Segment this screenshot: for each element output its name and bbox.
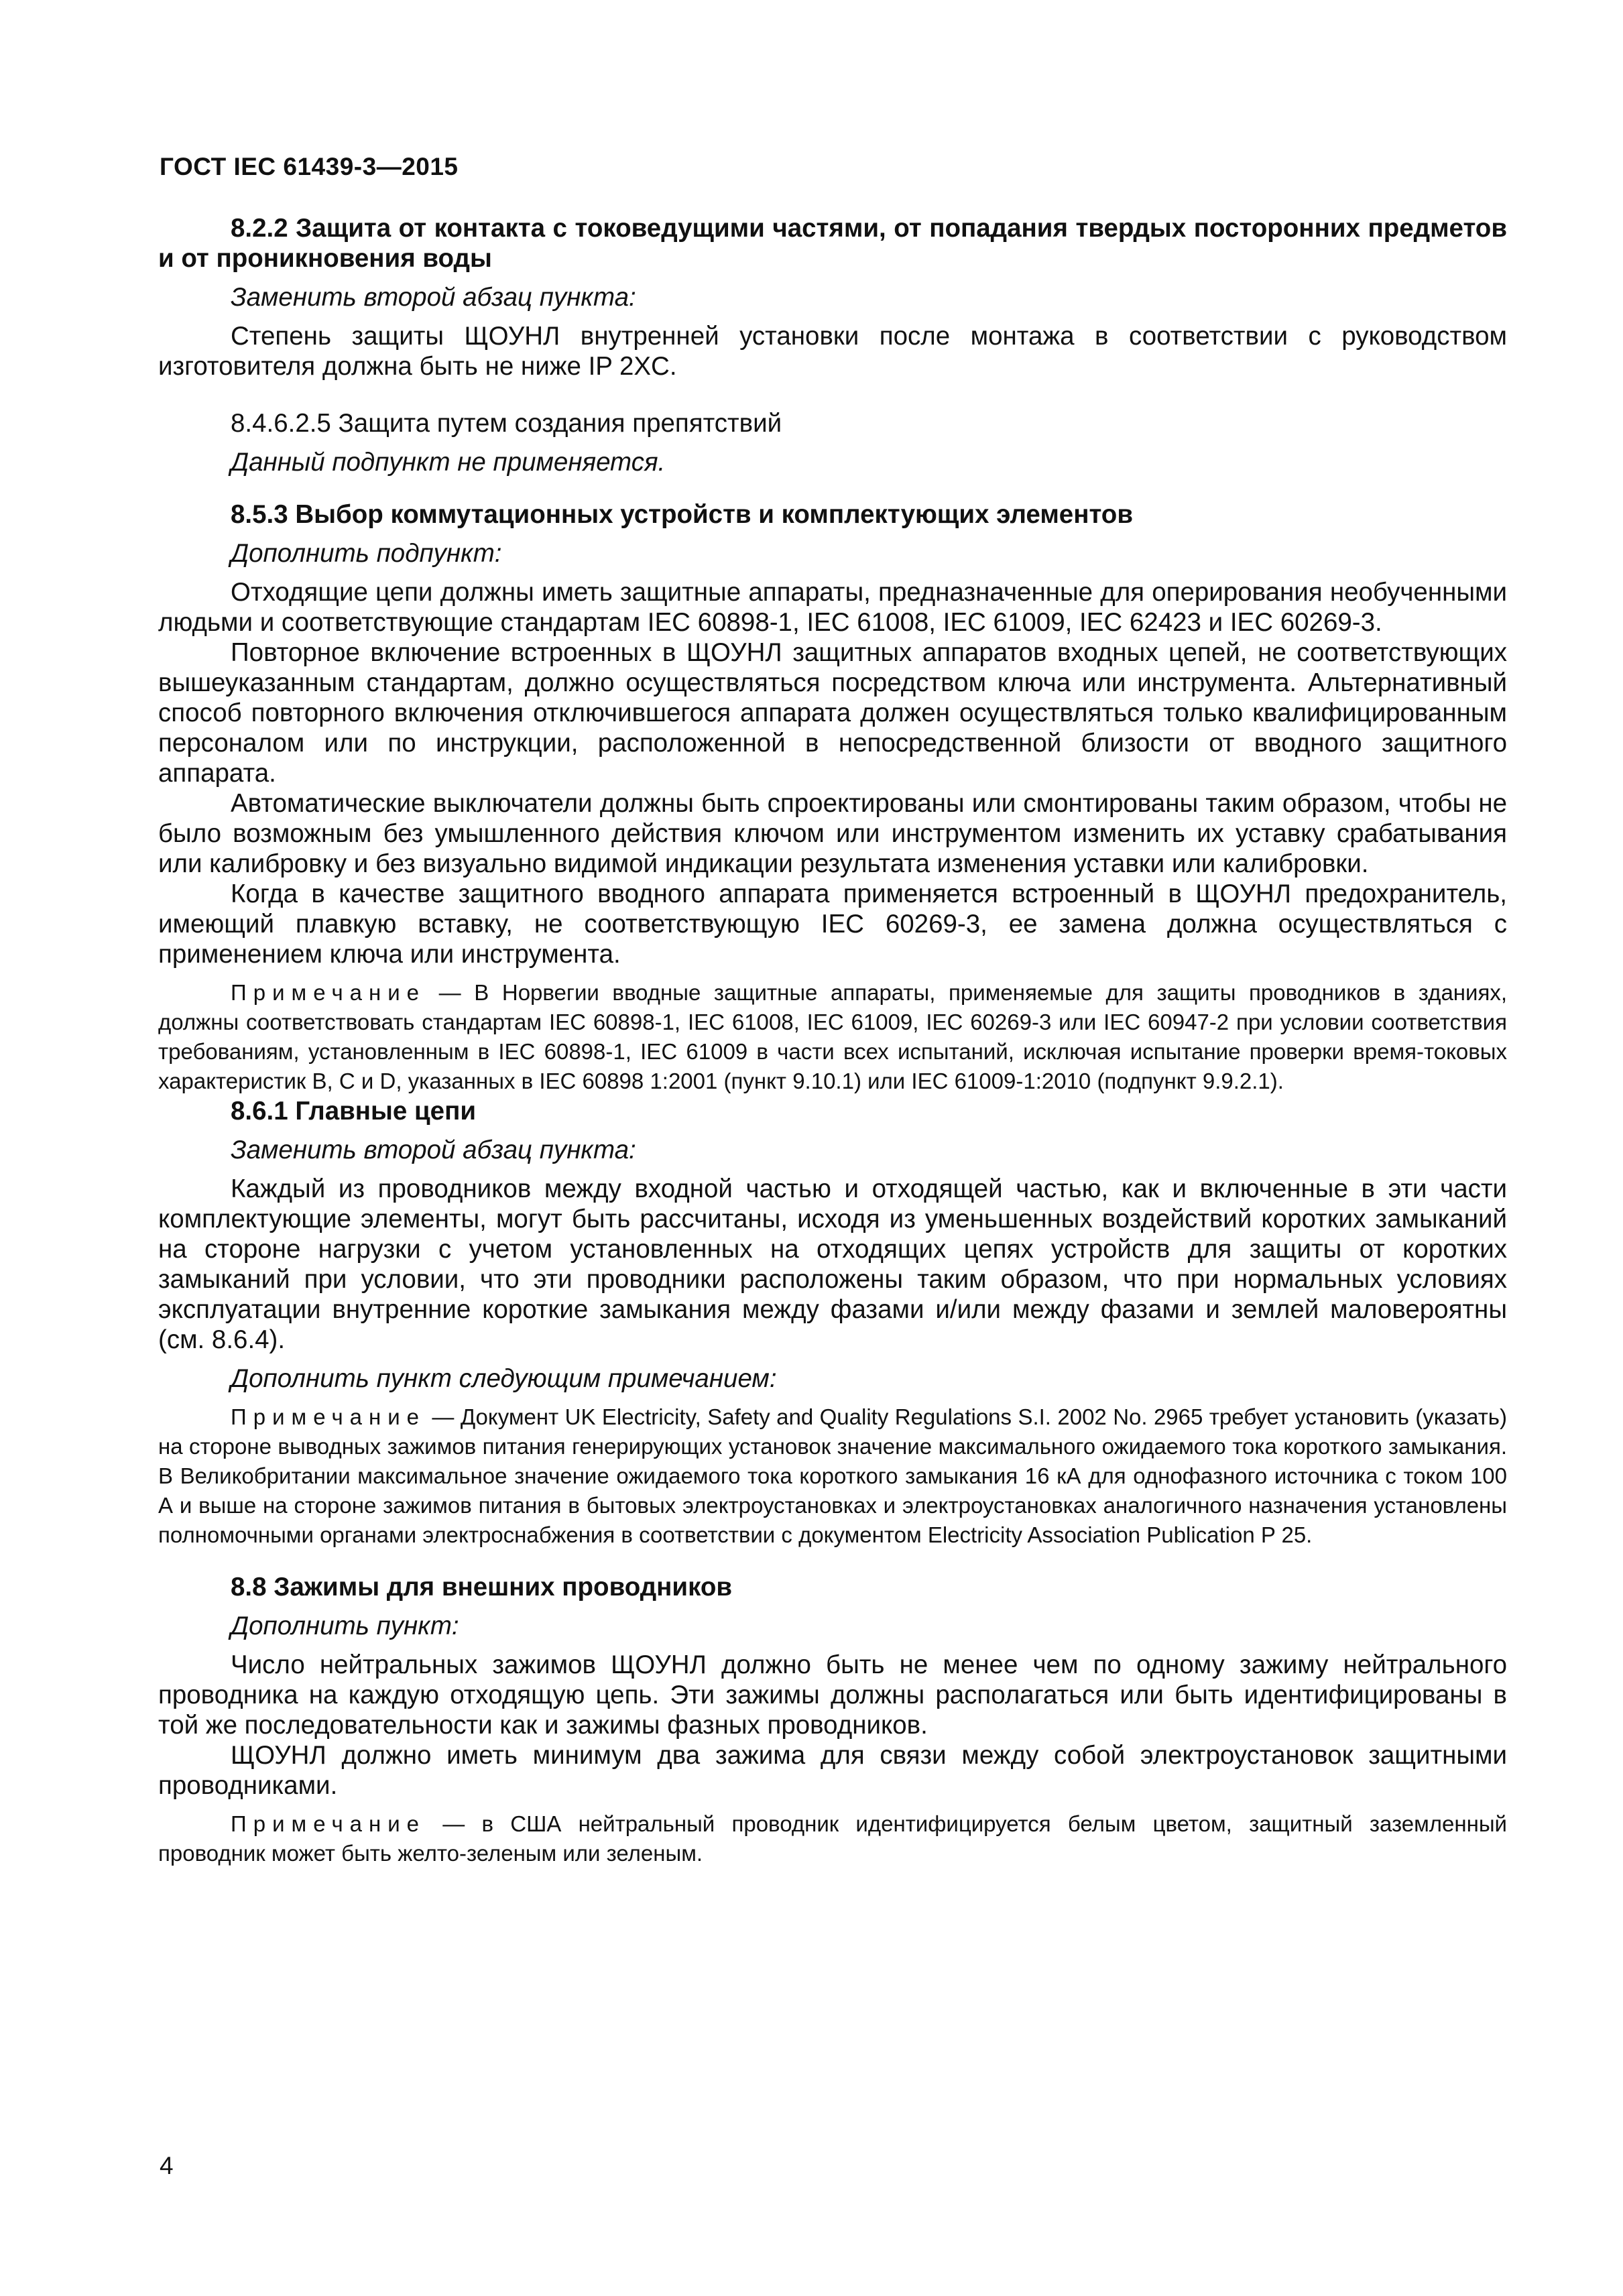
note-label: Примечание [231, 980, 426, 1005]
paragraph-8-5-3-2: Повторное включение встроенных в ЩОУНЛ защитных аппаратов входных цепей, не соответствующих вышеуказанным стандартам, должно осуществляться посредством ключа или инструмента. Альтернативный способ повторного включения отключившегося аппарата должен осуществляться только квалифицированным персоналом или по инструкции, расположенной в непосредственной близости от вводного защитного аппарата. [158, 638, 1507, 788]
document-body [158, 213, 1507, 1868]
note-8-6-1 [158, 1402, 1507, 1550]
instruction-8-5-3: Дополнить подпункт: [231, 539, 502, 568]
note-text: — В Норвегии вводные защитные аппараты, применяемые для защиты проводников в зданиях, должны соответствовать стандартам IEC 60898-1, IEC 61008, IEC 61009, IEC 60269-3 или IEC 60947-2 при условии соответствия требованиям, установленным в IEC 60898-1, IEC 61009 в части всех испытаний, исключая испытание проверки время-токовых характеристик B, C и D, указанных в IEC 60898 1:2001 (пункт 9.10.1) или IEC 61009-1:2010 (подпункт 9.9.2.1). [158, 980, 1507, 1093]
paragraph-8-6-1: Каждый из проводников между входной частью и отходящей частью, как и включенные в эти части комплектующие элементы, могут быть рассчитаны, исходя из уменьшенных воздействий коротких замыканий на стороне нагрузки с учетом установленных на отходящих цепях устройств для защиты от коротких замыканий при условии, что эти проводники расположены таким образом, что при нормальных условиях эксплуатации внутренние короткие замыкания между фазами и/или между фазами и землей маловероятны (см. 8.6.4). [158, 1174, 1507, 1354]
instruction-8-2-2: Заменить второй абзац пункта: [231, 283, 636, 312]
page-number: 4 [160, 2152, 174, 2179]
section-heading-8-8: 8.8 Зажимы для внешних проводников [231, 1573, 733, 1602]
instruction-8-8: Дополнить пункт: [231, 1612, 459, 1640]
section-heading-8-4-6-2-5: 8.4.6.2.5 Защита путем создания препятствий [231, 409, 782, 438]
paragraph-8-2-2: Степень защиты ЩОУНЛ внутренней установки после монтажа в соответствии с руководством изготовителя должна быть не ниже IP 2XC. [158, 322, 1507, 381]
section-heading-8-6-1: 8.6.1 Главные цепи [231, 1097, 477, 1126]
note-8-5-3 [158, 978, 1507, 1096]
paragraph-8-5-3-1: Отходящие цепи должны иметь защитные аппараты, предназначенные для оперирования необученными людьми и соответствующие стандартам IEC 60898-1, IEC 61008, IEC 61009, IEC 62423 и IEC 60269-3. [158, 578, 1507, 637]
note-label: Примечание [231, 1811, 426, 1836]
document-header: ГОСТ IEC 61439-3—2015 [160, 153, 459, 180]
paragraph-8-8-1: Число нейтральных зажимов ЩОУНЛ должно быть не менее чем по одному зажиму нейтрального проводника на каждую отходящую цепь. Эти зажимы должны располагаться или быть идентифицированы в той же последовательности как и зажимы фазных проводников. [158, 1650, 1507, 1740]
note-text: — Документ UK Electricity, Safety and Quality Regulations S.I. 2002 No. 2965 требует установить (указать) на стороне выводных зажимов питания генерирующих установок значение максимального ожидаемого тока короткого замыкания. В Великобритании максимальное значение ожидаемого тока короткого замыкания 16 кА для однофазного источника с током 100 А и выше на стороне зажимов питания в бытовых электроустановках и электроустановках аналогичного назначения установлены полномочными органами электроснабжения в соответствии с документом Electricity Association Publication P 25. [158, 1404, 1507, 1547]
paragraph-8-8-2: ЩОУНЛ должно иметь минимум два зажима для связи между собой электроустановок защитными проводниками. [158, 1741, 1507, 1800]
note-8-8 [158, 1809, 1507, 1868]
paragraph-8-5-3-3: Автоматические выключатели должны быть спроектированы или смонтированы таким образом, чтобы не было возможным без умышленного действия ключом или инструментом изменить их уставку срабатывания или калибровку и без визуально видимой индикации результата изменения уставки или калибровки. [158, 789, 1507, 878]
section-heading-8-5-3: 8.5.3 Выбор коммутационных устройств и комплектующих элементов [231, 500, 1133, 529]
paragraph-8-5-3-4: Когда в качестве защитного вводного аппарата применяется встроенный в ЩОУНЛ предохранитель, имеющий плавкую вставку, не соответствующую IEC 60269-3, ее замена должна осуществляться с применением ключа или инструмента. [158, 880, 1507, 969]
instruction-8-4-6-2-5: Данный подпункт не применяется. [231, 448, 666, 477]
instruction-8-6-1-note: Дополнить пункт следующим примечанием: [231, 1364, 777, 1393]
instruction-8-6-1: Заменить второй абзац пункта: [231, 1136, 636, 1164]
section-heading-8-2-2: 8.2.2 Защита от контакта с токоведущими частями, от попадания твердых посторонних предметов и от проникновения воды [158, 214, 1507, 273]
note-text: — в США нейтральный проводник идентифицируется белым цветом, защитный заземленный проводник может быть желто-зеленым или зеленым. [158, 1811, 1507, 1866]
note-label: Примечание [231, 1404, 426, 1429]
